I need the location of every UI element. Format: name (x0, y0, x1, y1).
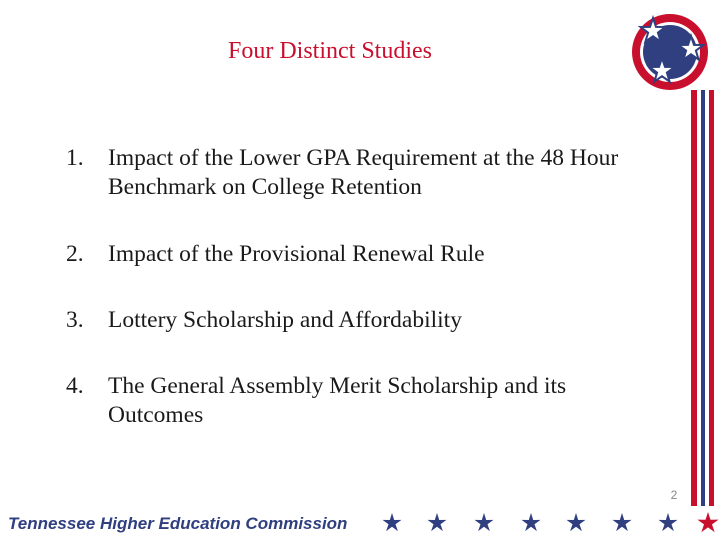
list-item-number: 1. (66, 145, 84, 171)
list-item (66, 372, 666, 430)
red-stripe (691, 90, 697, 506)
star-icon (697, 512, 718, 532)
star-icon (567, 513, 586, 531)
star-icon (522, 513, 541, 531)
star-icon (428, 513, 447, 531)
list-item-number: 2. (66, 241, 84, 267)
list-item (66, 144, 666, 202)
list-item (66, 306, 666, 335)
list-item-number: 4. (66, 373, 84, 399)
footer-stars (376, 510, 720, 540)
list-item-text: Impact of the Provisional Renewal Rule (108, 241, 485, 267)
star-icon (383, 513, 402, 531)
star-icon (659, 513, 678, 531)
list-item-text: Lottery Scholarship and Affordability (108, 307, 462, 333)
star-icon (475, 513, 494, 531)
list-item (66, 240, 666, 269)
page-number: 2 (670, 488, 678, 502)
list-item-text: The General Assembly Merit Scholarship and its Outcomes (108, 373, 567, 428)
list-item-number: 3. (66, 307, 84, 333)
slide-title: Four Distinct Studies (227, 38, 432, 64)
footer-organization: Tennessee Higher Education Commission (8, 514, 348, 533)
blue-stripe (701, 90, 705, 506)
red-stripe-outer (709, 90, 714, 506)
list-item-text: Impact of the Lower GPA Requirement at the 48 Hour Benchmark on College Retention (108, 145, 619, 200)
tennessee-tristar-icon (626, 6, 712, 100)
star-icon (613, 513, 632, 531)
